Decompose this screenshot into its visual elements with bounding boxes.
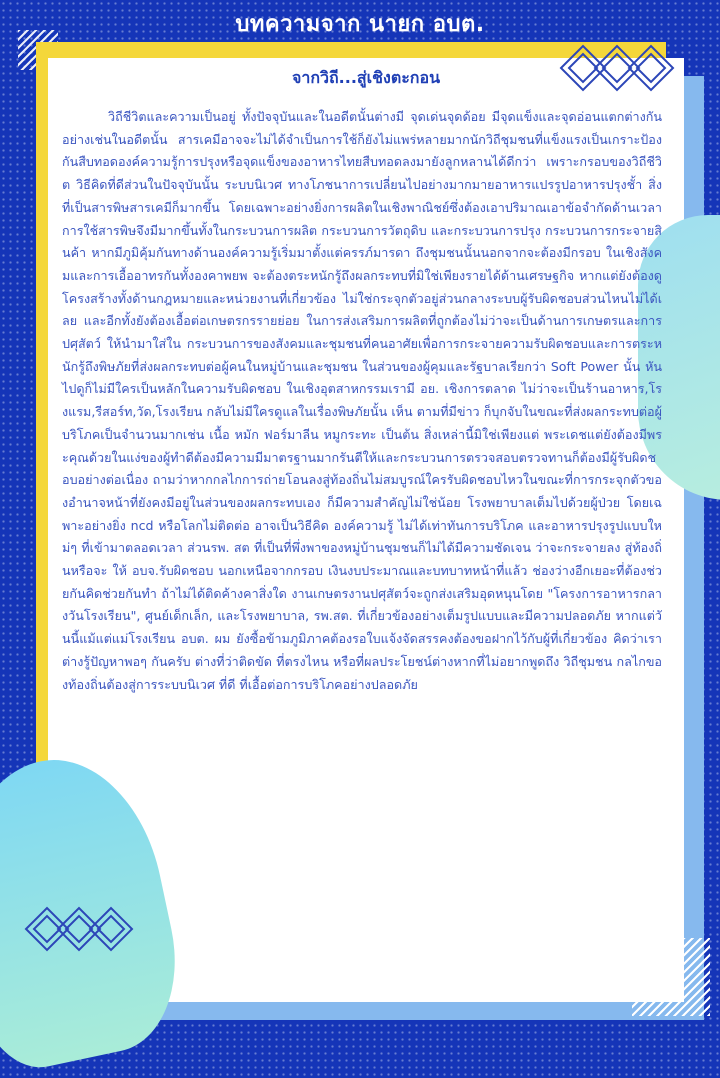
article-title: จากวิถี...สู่เชิงตะกอน — [291, 68, 441, 87]
stripe-pattern-bottom-right — [632, 938, 710, 1016]
article-body: วิถีชีวิตและความเป็นอยู่ ทั้งปัจจุบันและในอดีตนั้นต่างมี จุดเด่นจุดด้อย มีจุดแข็งและจุดอ่อนแตกต่างกัน อย่างเช่นในอดีตนั้น สารเคมีอาจจะไม่ได้จำเป็นการใช้ก็ยังไม่แพร่หลายมากนักวิถีชุมชนที่แข็งแรงเป็นเกราะป้องกันสืบทอดองค์ความรู้การปรุงหรือจุดแข็งของอาหารไทยสืบทอดลงมายังลูกหลานได้ดีกว่า เพราะกรอบของวิถีชีวิต วิธีคิดที่ดีส่วนในปัจจุบันนั้น ระบบนิเวศ ทางโภชนาการเปลี่ยนไปอย่างมากมายอาหารแปรรูปอาหารปรุงชั้า สิ่งที่เป็นสารพิษสารเคมีก็มากขึ้น โดยเฉพาะอย่างยิ่งการผลิตในเชิงพาณิชย์ซึ่งต้องเอาปริมาณเอาข้อจำกัดด้านเวลา การใช้สารพิษจึงมีมากขึ้นทั้งในกระบวนการผลิต กระบวนการวัตถุดิบ และกระบวนการปรุง กระบวนการกระจายสินค้า หากมีภูมิคุ้มกันทางด้านองค์ความรู้เริ่มมาตั้งแต่ครรภ์มารดา ถึงชุมชนนั้นนอกจากจะต้องมีกรอบ ในเชิงสังคมและการเอื้ออาทรกันทั้งองคาพยพ จะต้องตระหนักรู้ถึงผลกระทบที่มิใช่เพียงรายได้ด้านเศรษฐกิจ หากแต่ยังต้องดูโครงสร้างทั้งด้านกฎหมายและหน่วยงานที่เกี่ยวข้อง ไม่ใช่กระจุกตัวอยู่ส่วนกลางระบบผู้รับผิดชอบส่วนไหนไม่ได้เลย และอีกทั้งยังต้องเอื้อต่อเกษตรกรรายย่อย ในการส่งเสริมการผลิตที่ถูกต้องไม่ว่าจะเป็นด้านการเกษตรและการปศุสัตว์ ให้นำมาใส่ใน กระบวนการของสังคมและชุมชนที่คนอาศัยเพื่อการกระจายความรับผิดชอบและการตระหนักรู้ถึงพิษภัยที่ส่งผลกระทบต่อผู้คนในหมู่บ้านและชุมชน ในส่วนของผู้คุมและรัฐบาลเรียกว่า Soft Power นั้น หันไปดูก็ไม่มีใครเป็นหลักในความรับผิดชอบ ในเชิงอุตสาหกรรมเรามี อย. เชิงการตลาด ไม่ว่าจะเป็นร้านอาหาร,โรงแรม,รีสอร์ท,วัด,โรงเรียน กลับไม่มีใครดูแลในเรื่องพิษภัยนั้น เห็น ตามที่มีข่าว ก็บุกจับในขณะที่ส่งผลกระทบต่อผู้บริโภคเป็นจำนวนมากเช่น เนื้อ หมัก ฟอร์มาลีน หมูกระทะ เป็นต้น สิ่งเหล่านี้มิใช่เพียงแต่ พระเดชแต่ยังต้องมีพระคุณด้วยในแง่ของผู้ทำดีต้องมีความมีมาตรฐานมากรันตีให้และกระบวนการตรวจสอบตรวจทานก็ต้องมีผู้รับผิดชอบอย่างต่อเนื่อง ถามว่าหากกลไกการถ่ายโอนลงสู่ท้องถิ่นไม่สมบูรณ์ใครรับผิดชอบไหวในขณะที่การกระจุกตัวของอำนาจหน้าที่ยังคงมีอยู่ในส่วนของผลกระทบเอง ก็มีความสำคัญไม่ใช่น้อย โรงพยาบาลเต็มไปด้วยผู้ป่วย โดยเฉพาะอย่างยิ่ง ncd หรือโลกไม่ติดต่อ อาจเป็นวิธีคิด องค์ความรู้ ไม่ได้เท่าทันการบริโภค และอาหารปรุงรูปแบบใหม่ๆ ที่เข้ามาตลอดเวลา ส่วนรพ. สต ที่เป็นที่พึ่งพาของหมู่บ้านชุมชนก็ไม่ได้มีความชัดเจน ว่าจะกระจายลง สู่ท้องถิ่นหรือจะ ให้ อบจ.รับผิดชอบ นอกเหนือจากกรอบ เงินงบประมาณและบทบาทหน้าที่แล้ว ช่องว่างอีกเยอะที่ต้องช่วยกันคิดช่วยกันทำ ถ้าไม่ได้ติดค้างคาสิ่งใด งานเกษตรงานปศุสัตว์จะถูกส่งเสริมอุดหนุนโดย "โครงการอาหารกลางวันโรงเรียน", ศูนย์เด็กเล็ก, และโรงพยาบาล, รพ.สต. ที่เกี่ยวข้องอย่างเต็มรูปแบบและมีความปลอดภัย หากแต่วันนี้แม้แต่แม่โรงเรียน อบต. ผม ยังซื้อข้ามภูมิภาคต้องรอใบแจ้งจัดสรรคงต้องขอฝากไว้กับผู้ที่เกี่ยวข้อง คิดว่าเราต่างรู้ปัญหาพอๆ กันครับ ต่างที่ว่าติดขัด ที่ตรงไหน หรือที่ผลประโยชน์ต่างหากที่ไม่อยากพูดถึง วิถีชุมชน กลไกของท้องถิ่นต้องสู่การระบบนิเวศ ที่ดี ที่เอื้อต่อการบริโภคอย่างปลอดภัย — [62, 109, 662, 692]
page-title: บทความจาก นายก อบต. — [235, 12, 485, 37]
diamond-pattern-bottom-left-icon — [24, 904, 134, 954]
